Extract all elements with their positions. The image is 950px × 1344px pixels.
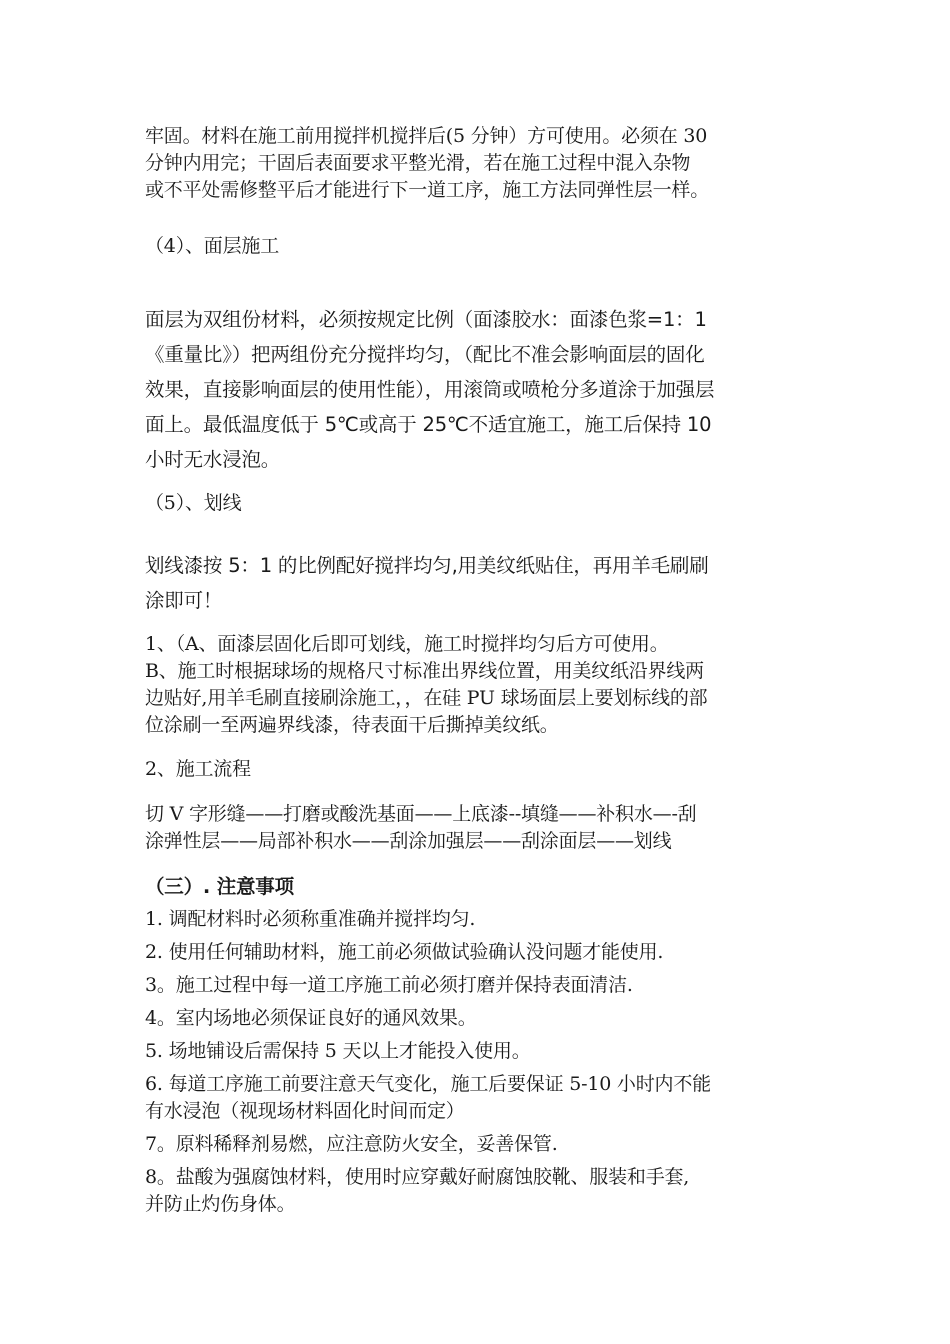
text-line: 位涂刷一至两遍界线漆，待表面干后撕掉美纹纸。 [145, 714, 559, 736]
text-line: 或不平处需修整平后才能进行下一道工序，施工方法同弹性层一样。 [145, 179, 710, 201]
text-line: 划线漆按 5：1 的比例配好搅拌均匀,用美纹纸贴住，再用羊毛刷刷 [145, 554, 709, 577]
list-item: 4。室内场地必须保证良好的通风效果。 [145, 1007, 477, 1029]
text-line: 小时无水浸泡。 [145, 448, 281, 471]
list-item: 5. 场地铺设后需保持 5 天以上才能投入使用。 [145, 1040, 531, 1062]
section-heading-notes: （三）. 注意事项 [145, 875, 294, 898]
text-line: 《重量比》）把两组份充分搅拌均匀，（配比不准会影响面层的固化 [145, 343, 705, 366]
paragraph-curing [145, 123, 810, 204]
list-item: 3。施工过程中每一道工序施工前必须打磨并保持表面清洁. [145, 974, 633, 996]
text-line: 分钟内用完；干固后表面要求平整光滑，若在施工过程中混入杂物 [145, 152, 691, 174]
heading-process: 2、施工流程 [145, 758, 251, 780]
text-line: 切 V 字形缝——打磨或酸洗基面——上底漆--填缝——补积水—-刮 [145, 803, 697, 825]
heading-topcoat: （4）、面层施工 [145, 235, 279, 257]
list-item: 6. 每道工序施工前要注意天气变化，施工后要保证 5-10 小时内不能 有水浸泡（视现场材料固化时间而定） [145, 1073, 711, 1122]
text-line: 面层为双组份材料，必须按规定比例（面漆胶水：面漆色浆=1：1 [145, 308, 707, 331]
paragraph-marking-paint [145, 548, 810, 618]
text-line: 涂弹性层——局部补积水——刮涂加强层——刮涂面层——划线 [145, 830, 672, 852]
text-line: 涂即可！ [145, 589, 223, 612]
list-item: 2. 使用任何辅助材料，施工前必须做试验确认没问题才能使用. [145, 941, 664, 963]
text-line: B、施工时根据球场的规格尺寸标准出界线位置，用美纹纸沿界线两 [145, 660, 704, 682]
heading-marking: （5）、划线 [145, 492, 242, 514]
text-line: 面上。最低温度低于 5℃或高于 25℃不适宜施工，施工后保持 10 [145, 413, 712, 436]
paragraph-marking-steps [145, 631, 810, 739]
list-item: 8。盐酸为强腐蚀材料，使用时应穿戴好耐腐蚀胶靴、服装和手套, 并防止灼伤身体。 [145, 1166, 690, 1215]
notes-list [145, 906, 810, 1218]
paragraph-process-flow [145, 801, 810, 855]
text-line: 1、（A、面漆层固化后即可划线，施工时搅拌均匀后方可使用。 [145, 633, 669, 655]
paragraph-topcoat [145, 302, 810, 477]
text-line: 边贴好,用羊毛刷直接刷涂施工，，在硅 PU 球场面层上要划标线的部 [145, 687, 708, 709]
text-line: 效果，直接影响面层的使用性能），用滚筒或喷枪分多道涂于加强层 [145, 378, 715, 401]
list-item: 1. 调配材料时必须称重准确并搅拌均匀. [145, 908, 476, 930]
text-line: 牢固。材料在施工前用搅拌机搅拌后(5 分钟）方可使用。必须在 30 [145, 125, 708, 147]
list-item: 7。原料稀释剂易燃，应注意防火安全，妥善保管. [145, 1133, 558, 1155]
